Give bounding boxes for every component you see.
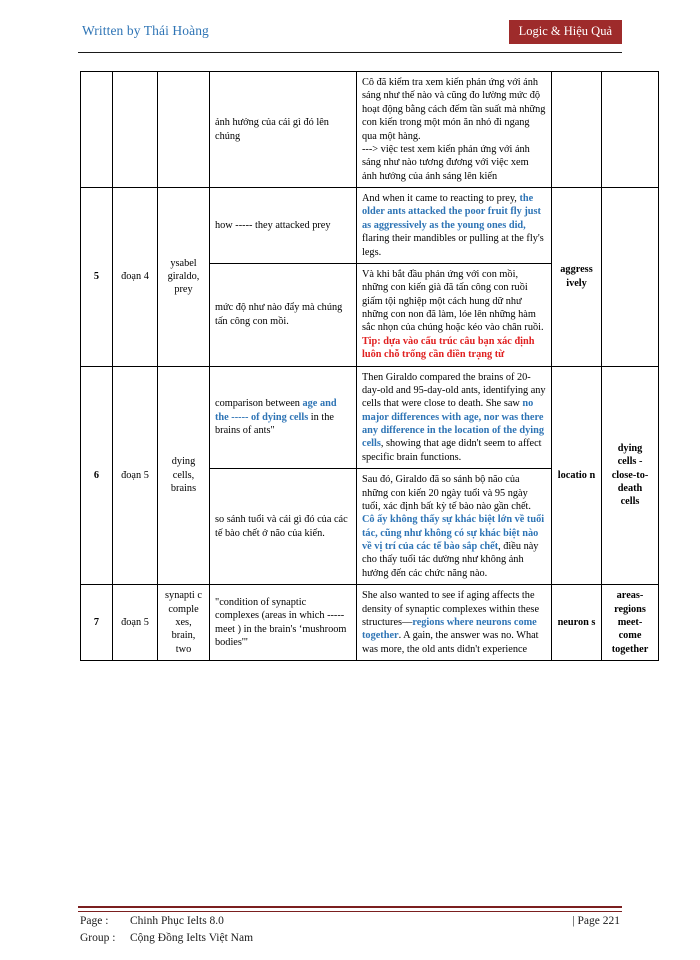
header-author: Written by Thái Hoàng <box>82 23 209 38</box>
question-segment: comparison between <box>215 398 303 410</box>
footer-divider-thick <box>78 906 622 908</box>
row-question <box>210 469 357 585</box>
row-passage <box>357 263 552 366</box>
passage-segment: She also wanted to see if aging affects the density of synaptic complexes within these structures— <box>362 590 540 628</box>
passage-segment: Sau đó, Giraldo đã so sánh bộ não của những con kiến 20 ngày tuổi và 95 ngày tuổi, xác định bất kỳ tế bào nào gần chết. <box>362 474 531 512</box>
row-passage <box>357 585 552 661</box>
row-answer-alt: dying cells - close-to- death cells <box>602 366 659 585</box>
passage-segment: , điều này cho thấy tuổi tác dường như không ảnh hưởng đến các chức năng nào. <box>362 541 539 579</box>
row-number: 5 <box>81 188 113 367</box>
row-paragraph: đoạn 5 <box>113 366 158 585</box>
footer-group-label: Group : <box>80 932 116 944</box>
table-row <box>81 188 659 264</box>
footer-row-page <box>78 915 622 932</box>
passage-segment: , showing that age didn't seem to affect specific brain functions. <box>362 438 542 463</box>
row-question <box>210 188 357 264</box>
row-answer <box>552 72 602 188</box>
passage-segment-highlight: no major differences with age, nor was there any difference in the location of the dying cells <box>362 398 545 450</box>
page-header <box>78 20 622 54</box>
passage-segment-highlight: the older ants attacked the poor fruit fly just as aggressively as the young ones did, <box>362 193 541 231</box>
row-number <box>81 72 113 188</box>
row-question <box>210 366 357 469</box>
passage-paragraph: Và khi bắt đầu phản ứng với con mồi, những con kiến già đã tấn công con ruồi giấm tội nghiệp một cách hung dữ như những con non đã làm, lóe lên những hàm sắc nhọn của chúng hoặc kéo vào chân ruồi. <box>362 268 544 334</box>
question-text: how ----- they attacked prey <box>215 219 331 231</box>
question-segment: in the <box>308 411 334 423</box>
passage-segment: And when it came to reacting to prey, <box>362 193 520 204</box>
answer-analysis-table <box>80 71 659 661</box>
question-text: ảnh hưởng của cái gì đó lên chúng <box>215 117 329 142</box>
row-passage <box>357 72 552 188</box>
row-passage <box>357 188 552 264</box>
passage-segment-highlight: Cô ấy không thấy sự khác biệt lớn về tuổi tác, cũng như không có sự khác biệt nào về vị trí của các tế bào sắp chết <box>362 514 545 552</box>
row-paragraph: đoạn 4 <box>113 188 158 367</box>
passage-segment: . A gain, the answer was no. What was more, the old ants didn't experience <box>362 630 539 655</box>
passage-segment-highlight: regions where neurons come together <box>362 616 537 642</box>
footer-row-group <box>78 932 622 949</box>
table-row <box>81 366 659 469</box>
row-answer-alt <box>602 188 659 367</box>
question-segment-highlight: age and the ----- of dying cells <box>215 398 337 423</box>
passage-tip: Tip: dựa vào cấu trúc câu bạn xác định luôn chỗ trống cần điền trạng từ <box>362 335 535 361</box>
passage-segment: Then Giraldo compared the brains of 20-day-old and 95-day-old ants, identifying any cells that were close to death. She saw <box>362 371 546 410</box>
row-number: 6 <box>81 366 113 585</box>
row-paragraph: đoạn 5 <box>113 585 158 661</box>
table-row <box>81 72 659 188</box>
row-number: 7 <box>81 585 113 661</box>
header-badge: Logic & Hiệu Quả <box>509 20 622 44</box>
row-question <box>210 585 357 661</box>
row-keywords: dying cells, brains <box>158 366 210 585</box>
row-answer-alt <box>602 72 659 188</box>
footer-page-label: Page : <box>80 915 109 927</box>
row-question <box>210 72 357 188</box>
row-keywords: synapti c comple xes, brain, two <box>158 585 210 661</box>
question-segment: brains of ants" <box>215 425 275 436</box>
row-answer: neuron s <box>552 585 602 661</box>
row-answer: locatio n <box>552 366 602 585</box>
table-row <box>81 585 659 661</box>
footer-page-value: Chinh Phục Ielts 8.0 <box>130 915 224 927</box>
footer-divider-thin <box>78 911 622 912</box>
row-answer: aggress ively <box>552 188 602 367</box>
question-text: mức độ như nào đẩy mà chúng tấn công con mồi. <box>215 302 343 327</box>
footer-group-value: Cộng Đồng Ielts Việt Nam <box>130 932 254 944</box>
passage-paragraph: ---> việc test xem kiến phản ứng với ánh sáng như nào tương đương với việc xem ảnh hưởng của ánh sáng lên kiến <box>362 143 530 182</box>
passage-segment: flaring their mandibles or pulling at the fly's legs. <box>362 233 544 258</box>
row-answer-alt: areas- regions meet- come together <box>602 585 659 661</box>
table-body <box>81 72 659 661</box>
header-divider <box>78 52 622 53</box>
row-keywords <box>158 72 210 188</box>
row-passage <box>357 469 552 585</box>
row-passage <box>357 366 552 469</box>
row-paragraph <box>113 72 158 188</box>
question-text: "condition of synaptic complexes (areas in which ----- meet ) in the brain's ‘mushroom bodies'" <box>215 596 347 648</box>
footer-page-number: | Page 221 <box>572 915 620 927</box>
page-footer <box>78 915 622 949</box>
passage-paragraph: Cô đã kiểm tra xem kiến phản ứng với ánh sáng như thế nào và cũng đo lường mức độ hoạt động bằng cách đếm tần suất mà những con kiến trong một món ăn nhỏ đi ngang qua một hàng. <box>362 77 546 142</box>
row-keywords: ysabel giraldo, prey <box>158 188 210 367</box>
row-question <box>210 263 357 366</box>
question-text: so sánh tuổi và cái gì đó của các tế bào chết ở não của kiến. <box>215 514 348 539</box>
